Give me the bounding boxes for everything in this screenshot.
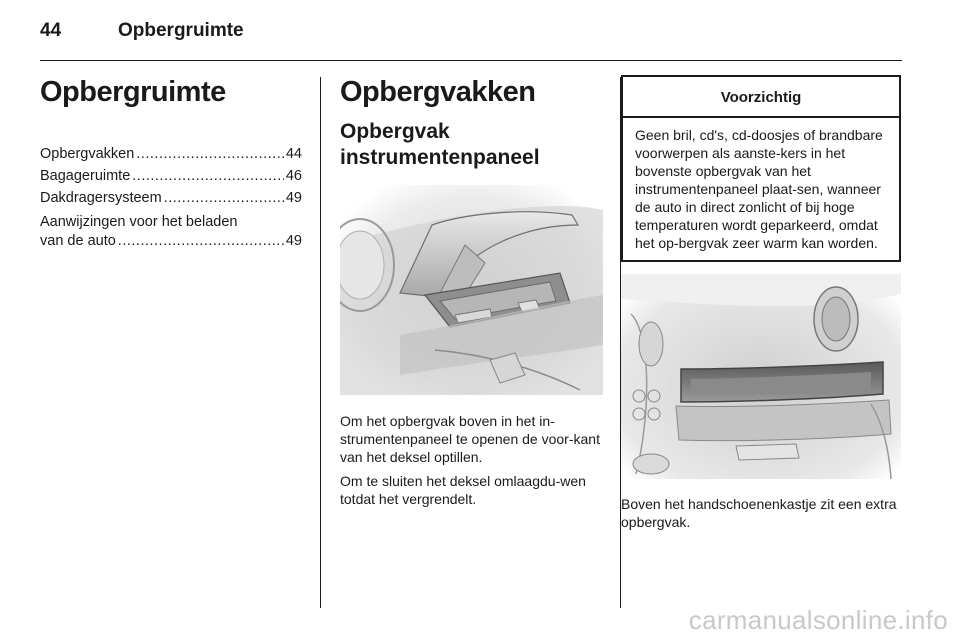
toc-column <box>40 75 302 251</box>
chapter-title: Opbergruimte <box>40 76 226 108</box>
watermark: carmanualsonline.info <box>688 605 948 635</box>
toc-item-label: Opbergvakken <box>40 146 135 162</box>
toc-item-label: Dakdragersysteem <box>40 190 162 206</box>
toc-item[interactable] <box>40 143 302 165</box>
toc-item-page: 49 <box>285 233 302 249</box>
subsection-heading: Opbergvak instrumentenpaneel <box>340 120 540 169</box>
toc-item-label: Bagageruimte <box>40 168 131 184</box>
body-paragraph: Boven het handschoenenkastje zit een extra opbergvak. <box>621 496 897 530</box>
toc-item[interactable] <box>40 213 302 251</box>
toc-leader <box>136 143 284 165</box>
glovebox-storage-illustration <box>621 274 901 479</box>
toc-leader <box>118 232 284 251</box>
column-divider-1 <box>320 77 321 608</box>
running-title: Opbergruimte <box>118 20 244 41</box>
toc-leader <box>132 165 284 187</box>
body-paragraph: Om het opbergvak boven in het in-strumentenpaneel te openen de voor-kant van het deksel optillen. <box>340 413 600 465</box>
toc-item-label-line1: Aanwijzingen voor het beladen <box>40 214 238 230</box>
page-number: 44 <box>40 20 62 41</box>
caution-title: Voorzichtig <box>623 77 899 118</box>
content-column-right <box>621 75 901 537</box>
dashboard-storage-drawing <box>340 185 603 395</box>
toc-item-page: 46 <box>285 168 302 184</box>
table-of-contents <box>40 143 302 251</box>
toc-item-page: 44 <box>285 146 302 162</box>
toc-item[interactable] <box>40 165 302 187</box>
toc-leader <box>164 187 284 209</box>
caution-box <box>621 75 901 262</box>
section-heading: Opbergvakken <box>340 76 536 108</box>
toc-item-label: van de auto <box>40 233 116 249</box>
toc-item[interactable] <box>40 187 302 209</box>
header-rule <box>40 60 902 61</box>
caution-text: Geen bril, cd's, cd-doosjes of brandbare voorwerpen als aanste-kers in het bovenste opbergvak van het instrumentenpaneel plaat-sen, wanneer de auto in direct zonlicht of bij hoge temperaturen wordt geparkeerd, omdat het op-bergvak zeer warm kan worden. <box>635 127 883 251</box>
body-paragraph: Om te sluiten het deksel omlaagdu-wen totdat het vergrendelt. <box>340 473 586 507</box>
toc-item-page: 49 <box>285 190 302 206</box>
content-column-middle <box>340 75 603 514</box>
dashboard-storage-illustration <box>340 185 603 395</box>
glovebox-storage-drawing <box>621 274 901 479</box>
